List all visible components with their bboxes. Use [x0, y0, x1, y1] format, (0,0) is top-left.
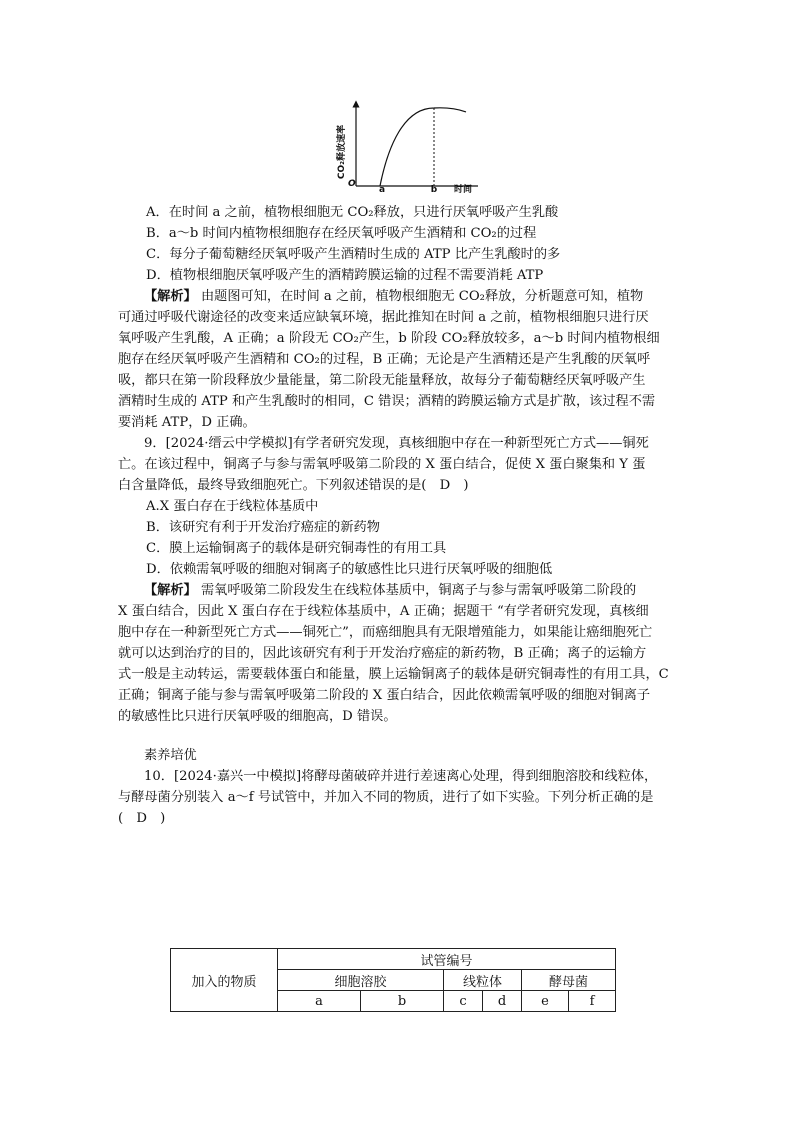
- co2-release-chart: [332, 100, 482, 196]
- q8-analysis-text: 由题图可知，在时间 a 之前，植物根细胞无 CO₂释放，分析题意可知，植物: [200, 289, 644, 304]
- tube-f: f: [569, 991, 616, 1012]
- q9-option-d: D．依赖需氧呼吸的细胞对铜离子的敏感性比只进行厌氧呼吸的细胞低: [146, 562, 553, 577]
- q9-analysis-line: X 蛋白结合，因此 X 蛋白存在于线粒体基质中，A 正确；据题干 “有学者研究发现，真核细: [118, 604, 649, 619]
- section-title: 素养培优: [144, 748, 197, 763]
- q9-option-a: A.X 蛋白存在于线粒体基质中: [146, 499, 319, 514]
- q9-analysis-line: 正确；铜离子能与参与需氧呼吸第二阶段的 X 蛋白结合，因此依赖需氧呼吸的细胞对铜离子: [118, 688, 651, 703]
- q9-analysis-text: 需氧呼吸第二阶段发生在线粒体基质中，铜离子与参与需氧呼吸第二阶段的: [200, 583, 637, 598]
- tube-c: c: [444, 991, 483, 1012]
- origin-label: O: [348, 179, 356, 189]
- q8-option-d: D．植物根细胞厌氧呼吸产生的酒精跨膜运输的过程不需要消耗 ATP: [146, 268, 544, 283]
- q8-option-b: B．a～b 时间内植物根细胞存在经厌氧呼吸产生酒精和 CO₂的过程: [146, 226, 537, 241]
- q10-stem: 10．[2024·嘉兴一中模拟]将酵母菌破碎并进行差速离心处理，得到细胞溶胶和线粒体，: [144, 769, 658, 784]
- tube-a: a: [278, 991, 361, 1012]
- experiment-table: [170, 948, 616, 1012]
- group-yeast: 酵母菌: [522, 970, 616, 991]
- q8-option-a: A．在时间 a 之前，植物根细胞无 CO₂释放，只进行厌氧呼吸产生乳酸: [146, 205, 559, 220]
- q9-option-c: C．膜上运输铜离子的载体是研究铜毒性的有用工具: [146, 541, 447, 556]
- q8-analysis-line: [118, 286, 648, 307]
- group-mitochondria: 线粒体: [444, 970, 522, 991]
- chart-svg: [332, 100, 482, 196]
- q9-stem: 9．[2024·缙云中学模拟]有学者研究发现，真核细胞中存在一种新型死亡方式——铜死: [144, 436, 649, 451]
- series-line: [380, 108, 466, 186]
- q9-stem: 白含量降低，最终导致细胞死亡。下列叙述错误的是( D ): [118, 478, 469, 493]
- q9-option-b: B．该研究有利于开发治疗癌症的新药物: [146, 520, 380, 535]
- q8-analysis-line: 酒精时生成的 ATP 和产生乳酸时的相同，C 错误；酒精的跨膜运输方式是扩散，该过程不需: [118, 394, 656, 409]
- q9-analysis-line: 就可以达到治疗的目的，因此该研究有利于开发治疗癌症的新药物，B 正确；离子的运输方: [118, 646, 647, 661]
- tick-label-a: a: [378, 185, 386, 195]
- row-header: 加入的物质: [171, 949, 278, 1012]
- q8-option-c: C．每分子葡萄糖经厌氧呼吸产生酒精时生成的 ATP 比产生乳酸时的多: [146, 247, 561, 262]
- tube-b: b: [361, 991, 444, 1012]
- analysis-tag: 【解析】: [144, 289, 197, 304]
- q8-analysis-line: 氧呼吸产生乳酸，A 正确；a 阶段无 CO₂产生，b 阶段 CO₂释放较多，a～b 时间内植物根细: [118, 331, 660, 346]
- q9-analysis-line: 的敏感性比只进行厌氧呼吸的细胞高，D 错误。: [118, 709, 397, 724]
- tube-e: e: [522, 991, 569, 1012]
- q10-stem: 与酵母菌分别装入 a～f 号试管中，并加入不同的物质，进行了如下实验。下列分析正确的是: [118, 790, 654, 805]
- group-cytosol: 细胞溶胶: [278, 970, 444, 991]
- q8-analysis-line: 可通过呼吸代谢途径的改变来适应缺氧环境，据此推知在时间 a 之前，植物根细胞只进行厌: [118, 310, 649, 325]
- q9-stem: 亡。在该过程中，铜离子与参与需氧呼吸第二阶段的 X 蛋白结合，促使 X 蛋白聚集和 Y 蛋: [118, 457, 646, 472]
- tube-d: d: [483, 991, 522, 1012]
- q9-analysis-line: [118, 580, 648, 601]
- document-body: [118, 202, 669, 829]
- q8-analysis-line: 要消耗 ATP，D 正确。: [118, 415, 256, 430]
- q8-analysis-line: 胞存在经厌氧呼吸产生酒精和 CO₂的过程，B 正确；无论是产生酒精还是产生乳酸的厌氧呼: [118, 352, 651, 367]
- q8-analysis-line: 吸，都只在第一阶段释放少量能量，第二阶段无能量释放，故每分子葡萄糖经厌氧呼吸产生: [118, 373, 646, 388]
- analysis-tag: 【解析】: [144, 583, 197, 598]
- q10-stem: ( D ): [118, 811, 166, 826]
- group-header: 试管编号: [278, 949, 616, 970]
- tick-label-b: b: [430, 185, 438, 195]
- y-axis-label: CO₂释放速率: [337, 124, 347, 180]
- x-axis-label: 时间: [454, 185, 473, 195]
- q9-analysis-line: 式一般是主动转运，需要载体蛋白和能量，膜上运输铜离子的载体是研究铜毒性的有用工具，C: [118, 667, 669, 682]
- q9-analysis-line: 胞中存在一种新型死亡方式——铜死亡”，而癌细胞具有无限增殖能力，如果能让癌细胞死亡: [118, 625, 653, 640]
